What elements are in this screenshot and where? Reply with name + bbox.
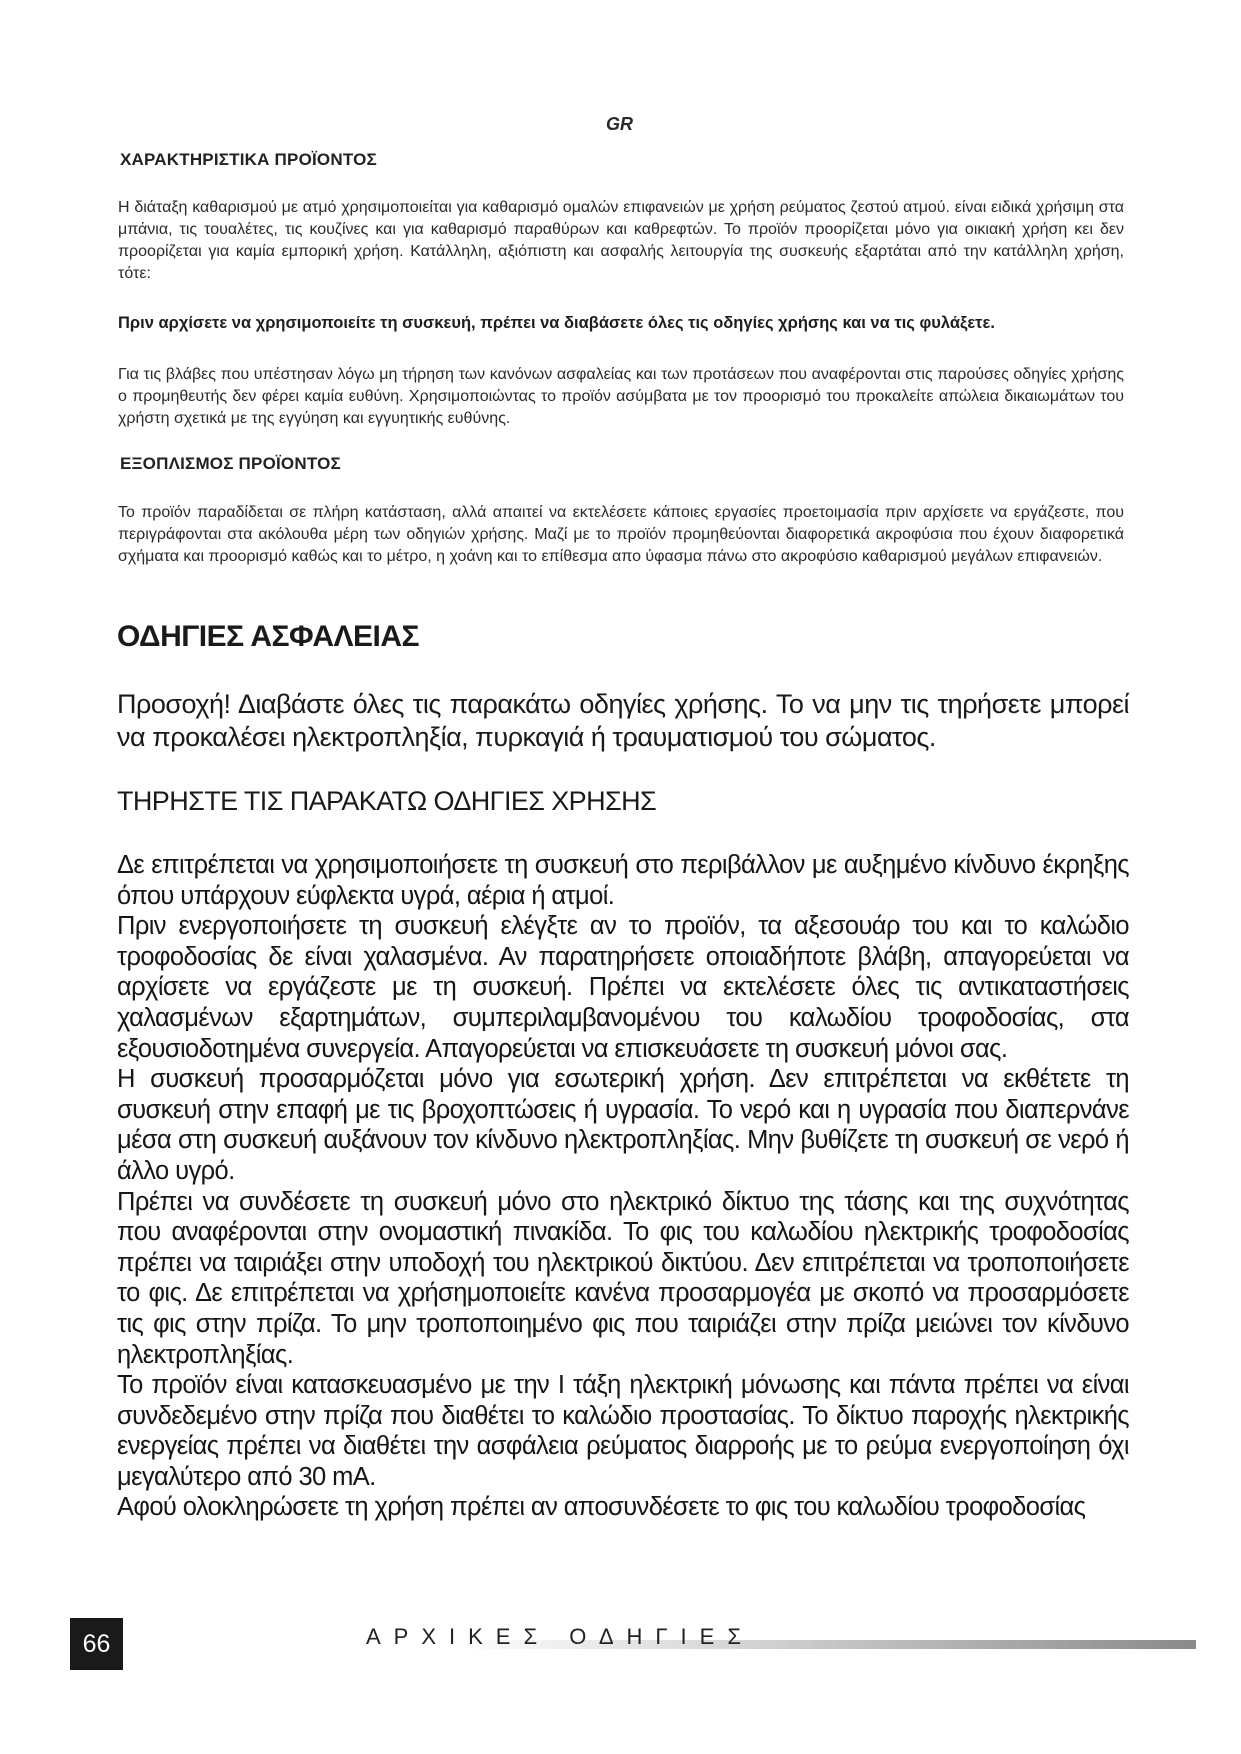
safety-paragraph: Το προϊόν είναι κατασκευασμένο με την I τάξη ηλεκτρική μόνωσης και πάντα πρέπει να είναι συνδεδεμένο στην πρίζα που διαθέτει το καλώδιο προστασίας. Το δίκτυο παροχής ηλεκτρικής ενεργείας πρέπει να διαθέτει την ασφάλεια ρεύματος διαρροής με το ρεύμα ενεργοποίηση όχι μεγαλύτερο από 30 mA.	[117, 1371, 1129, 1491]
safety-paragraph: Η συσκευή προσαρμόζεται μόνο για εσωτερική χρήση. Δεν επιτρέπεται να εκθέτετε τη συσκευή στην επαφή με τις βροχοπτώσεις ή υγρασία. Το νερό και η υγρασία που διαπερνάνε μέσα στη συσκευή αυξάνουν τον κίνδυνο ηλεκτροπληξίας. Μην βυθίζετε τη συσκευή σε νερό ή άλλο υγρό.	[117, 1065, 1129, 1185]
safety-paragraph: Πρέπει να συνδέσετε τη συσκευή μόνο στο ηλεκτρικό δίκτυο της τάσης και της συχνότητας που αναφέρονται στην ονομαστική πινακίδα. Το φις του καλωδίου ηλεκτρικής τροφοδοσίας πρέπει να ταιριάξει στην υποδοχή του ηλεκτρικού δικτύου. Δεν επιτρέπεται να τροποποιήσετε το φις. Δε επιτρέπεται να χρήσημοποιείτε κανένα προσαρμογέα με σκοπό να προσαρμόσετε τις φις στην πρίζα. Το μην τροποποιημένο φις που ταιριάζει στην πρίζα μειώνει τον κίνδυνο ηλεκτροπληξίας.	[117, 1187, 1129, 1369]
product-features-paragraph: Η διάταξη καθαρισμού με ατμό χρησιμοποιείται για καθαρισμό ομαλών επιφανειών με χρήση ρεύματος ζεστού ατμού. είναι ειδικά χρήσιμη στα μπάνια, τις τουαλέτες, τις κουζίνες και για καθαρισμό παραθύρων και καθρεφτών. Το προϊόν προορίζεται μόνο για οικιακή χρήση κει δεν προορίζεται για καμία εμπορική χρήση. Κατάλληλη, αξιόπιστη και ασφαλής λειτουργία της συσκευής εξαρτάται από την κατάλληλη χρήση, τότε:	[118, 199, 1124, 282]
safety-instructions-heading: ΟΔΗΓΙΕΣ ΑΣΦΑΛΕΙΑΣ	[117, 620, 420, 653]
read-instructions-notice: Πριν αρχίσετε να χρησιμοποιείτε τη συσκευή, πρέπει να διαβάσετε όλες τις οδηγίες χρήσης και να τις φυλάξετε.	[118, 314, 995, 332]
safety-subheading: ΤΗΡΗΣΤΕ ΤΙΣ ΠΑΡΑΚΑΤΩ ΟΔΗΓΙΕΣ ΧΡΗΣΗΣ	[117, 786, 657, 816]
safety-paragraph: Αφού ολοκληρώσετε τη χρήση πρέπει αν αποσυνδέσετε το φις του καλωδίου τροφοδοσίας	[117, 1493, 1086, 1522]
safety-paragraph: Πριν ενεργοποιήσετε τη συσκευή ελέγξτε αν το προϊόν, τα αξεσουάρ του και το καλώδιο τροφοδοσίας δε είναι χαλασμένα. Αν παρατηρήσετε οποιαδήποτε βλάβη, απαγορεύεται να αρχίσετε να εργάζεστε με τη συσκευή. Πρέπει να εκτελέσετε όλες τις αντικαταστήσεις χαλασμένων εξαρτημάτων, συμπεριλαμβανομένου του καλωδίου τροφοδοσίας, στα εξουσιοδοτημένα συνεργεία. Απαγορεύεται να επισκευάσετε τη συσκευή μόνοι σας.	[117, 912, 1129, 1063]
page-number: 66	[82, 1630, 111, 1658]
product-equipment-heading: ΕΞΟΠΛΙΣΜΟΣ ΠΡΟΪΟΝΤΟΣ	[120, 454, 341, 473]
language-code: GR	[606, 114, 633, 134]
footer-title: ΑΡΧΙΚΕΣ ΟΔΗΓΙΕΣ	[366, 1624, 754, 1649]
safety-paragraph: Δε επιτρέπεται να χρησιμοποιήσετε τη συσκευή στο περιβάλλον με αυξημένο κίνδυνο έκρηξης όπου υπάρχουν εύφλεκτα υγρά, αέρια ή ατμοί.	[117, 851, 1129, 910]
product-features-heading: ΧΑΡΑΚΤΗΡΙΣΤΙΚΑ ΠΡΟΪΟΝΤΟΣ	[120, 150, 377, 169]
safety-warning: Προσοχή! Διαβάστε όλες τις παρακάτω οδηγίες χρήσης. Το να μην τις τηρήσετε μπορεί να προκαλέσει ηλεκτροπληξία, πυρκαγιά ή τραυματισμού του σώματος.	[117, 689, 1129, 752]
liability-paragraph: Για τις βλάβες που υπέστησαν λόγω μη τήρηση των κανόνων ασφαλείας και των προτάσεων που αναφέρονται στις παρούσες οδηγίες χρήσης ο προμηθευτής δεν φέρει καμία ευθύνη. Χρησιμοποιώντας το προϊόν ασύμβατα με τον προορισμό του προκαλείτε απώλεια δικαιωμάτων του χρήστη σχετικά με της εγγύηση και εγγυητικής ευθύνης.	[118, 366, 1124, 427]
safety-body	[117, 850, 1129, 1523]
page-number-box	[70, 1618, 123, 1670]
product-equipment-paragraph: Το προϊόν παραδίδεται σε πλήρη κατάσταση, αλλά απαιτεί να εκτελέσετε κάποιες εργασίες προετοιμασία πριν αρχίσετε να εργάζεστε, που περιγράφονται στα ακόλουθα μέρη των οδηγιών χρήσης. Μαζί με το προϊόν προμηθεύονται διαφορετικά ακροφύσια που έχουν διαφορετικά σχήματα και προορισμό καθώς και το μέτρο, η χοάνη και το επίθεσμα απο ύφασμα πάνω στο ακροφύσιο καθαρισμού μεγάλων επιφανειών.	[118, 504, 1124, 565]
